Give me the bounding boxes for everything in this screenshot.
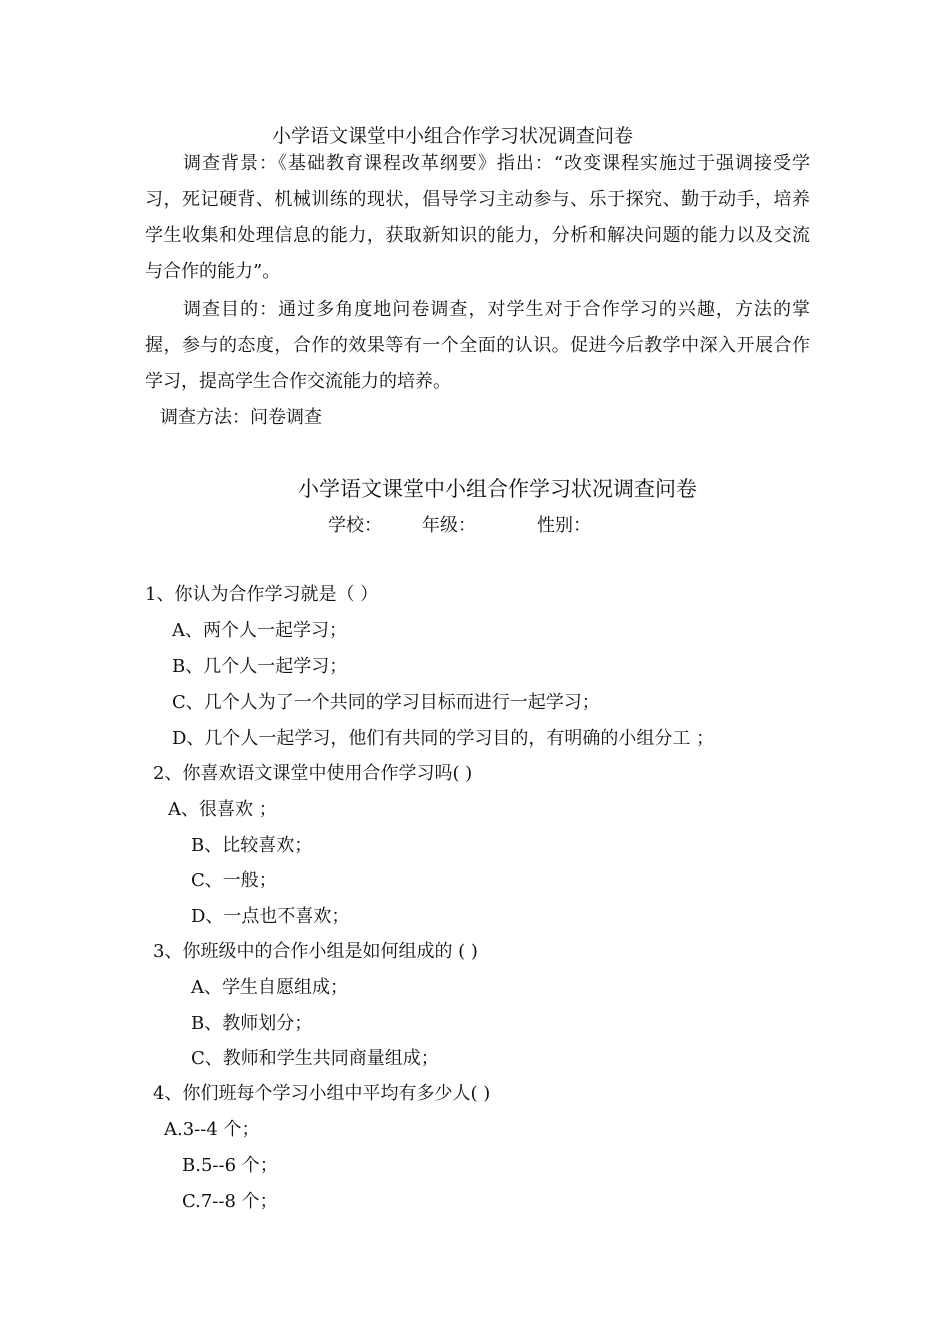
question-4-option-c: C.7--8 个； — [182, 1191, 278, 1212]
question-1: 1、你认为合作学习就是（ ） — [145, 584, 379, 605]
questionnaire-title: 小学语文课堂中小组合作学习状况调查问卷 — [298, 477, 697, 501]
question-1-option-a: A、两个人一起学习； — [172, 620, 347, 641]
question-3: 3、你班级中的合作小组是如何组成的 ( ) — [153, 941, 478, 962]
question-3-option-c: C、教师和学生共同商量组成； — [191, 1048, 439, 1069]
intro-title: 小学语文课堂中小组合作学习状况调查问卷 — [272, 125, 634, 147]
question-2-option-a: A、很喜欢 ； — [168, 799, 277, 820]
method-line: 调查方法：问卷调查 — [160, 407, 322, 428]
question-2-option-d: D、一点也不喜欢； — [191, 906, 350, 927]
school-field-label: 学校： — [328, 515, 382, 536]
purpose-paragraph: 调查目的：通过多角度地问卷调查，对学生对于合作学习的兴趣，方法的掌握，参与的态度，合作的效果等有一个全面的认识。促进今后教学中深入开展合作学习，提高学生合作交流能力的培养。 — [145, 299, 810, 392]
question-3-option-b: B、教师划分； — [191, 1013, 313, 1034]
question-2-option-b: B、比较喜欢； — [191, 835, 313, 856]
question-4-option-a: A.3--4 个； — [164, 1119, 260, 1140]
grade-field-label: 年级： — [422, 515, 476, 536]
question-1-option-c: C、几个人为了一个共同的学习目标而进行一起学习； — [172, 692, 600, 713]
question-2: 2、你喜欢语文课堂中使用合作学习吗( ) — [153, 763, 473, 784]
question-4: 4、你们班每个学习小组中平均有多少人( ) — [153, 1083, 491, 1104]
question-4-option-b: B.5--6 个； — [182, 1155, 278, 1176]
background-paragraph: 调查背景：《基础教育课程改革纲要》指出：“改变课程实施过于强调接受学习，死记硬背、机械训练的现状，倡导学习主动参与、乐于探究、勤于动手，培养学生收集和处理信息的能力，获取新知识的能力，分析和解决问题的能力以及交流与合作的能力”。 — [145, 153, 810, 282]
question-1-option-d: D、几个人一起学习，他们有共同的学习目的，有明确的小组分工 ； — [172, 728, 715, 749]
question-2-option-c: C、一般； — [191, 870, 277, 891]
gender-field-label: 性别： — [537, 515, 591, 536]
question-3-option-a: A、学生自愿组成； — [191, 977, 348, 998]
question-1-option-b: B、几个人一起学习； — [172, 656, 348, 677]
